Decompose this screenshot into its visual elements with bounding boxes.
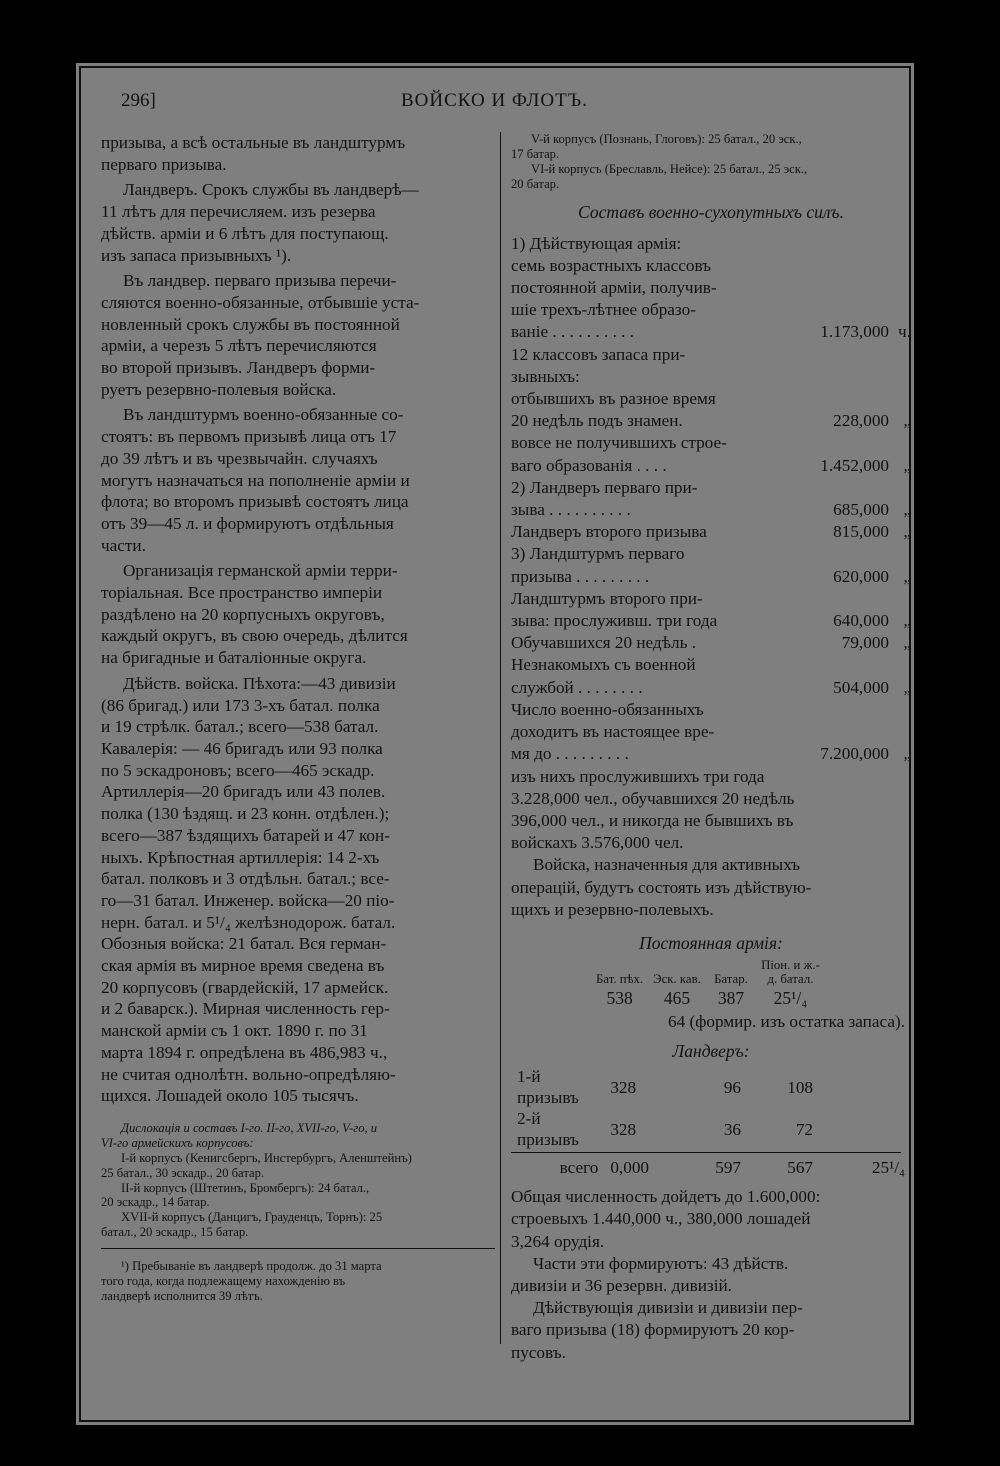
- strength-unit: ч.: [898, 322, 911, 342]
- landwehr-title: Ландверъ:: [672, 1041, 750, 1062]
- paragraph-landwehr: Ландверъ. Срокъ службы въ ландверѣ— 11 лѣтъ для перечисляем. изъ резерва дѣйств. арміи и 6 лѣтъ для поступающ. изъ запаса призывныхъ ¹).: [101, 180, 419, 265]
- strength-note: изъ нихъ прослужившихъ три года 3.228,000 чел., обучавшихся 20 недѣль 396,000 чел., и никогда не бывшихъ въ войскахъ 3.576,000 чел.: [511, 766, 795, 853]
- closing-paragraph: Дѣйствующія дивизіи и дивизіи пер- ваго призыва (18) формируютъ 20 кор- пусовъ.: [511, 1298, 803, 1362]
- permanent-army-title: Постоянная армія:: [639, 932, 783, 953]
- section-title: Составъ военно-сухопутныхъ силъ.: [578, 201, 844, 222]
- paragraph-active-troops: Дѣйств. войска. Пѣхота:—43 дивизіи (86 бригад.) или 173 3-хъ батал. полка и 19 стрѣлк. батал.; всего—538 батал. Кавалерія: — 46 бригадъ или 93 полка по 5 эскадроновъ; всего—465 эскадр. Артиллерія—20 бригадъ или 43 полев. полка (130 ѣздящ. и 23 конн. отдѣлен.); всего—387 ѣздящихъ батарей и 47 кон- ныхъ. Крѣпостная артиллерія: 14 2-хъ батал. полковъ и 3 отдѣльн. батал.; все- го—31 батал. Инженер. войска—20 піо- нерн. батал. и 5¹/₄ желѣзнодорож. батал. Обозныя войска: 21 батал. Вся герман- ская армія въ мирное время сведена въ 20 корпусовъ (гвардейскій, 17 армейск. и 2 баварск.). Мирная численность гер- манской арміи съ 1 окт. 1890 г. по 31 марта 1894 г. опредѣлена въ 486,983 ч., не считая однолѣтн. вольно-опредѣляю- щихся. Лошадей около 105 тысячъ.: [101, 673, 396, 1106]
- permanent-army-table: [591, 958, 825, 1011]
- table-cell: 25¹/₄: [773, 987, 808, 1008]
- closing-paragraph: Части эти формируютъ: 43 дѣйств. дивизіи и 36 резервн. дивизій.: [511, 1253, 789, 1295]
- strength-row: [511, 543, 911, 587]
- strength-label: 3) Ландштурмъ перваго призыва . . . . . . . . .: [511, 544, 685, 586]
- table-cell: 0,000: [610, 1158, 649, 1178]
- page-number: 296]: [121, 90, 156, 111]
- dislocation-heading: Дислокація и составъ I-го. II-го, XVII-го, V-го, и VI-го армейскихъ корпусовъ:: [101, 1120, 378, 1150]
- table-cell: 597: [715, 1158, 741, 1178]
- page-frame: [79, 66, 911, 1422]
- column-divider: [500, 132, 501, 1344]
- permanent-army-note: 64 (формир. изъ остатка запаса).: [668, 1011, 905, 1031]
- table-cell: 567: [787, 1158, 813, 1178]
- corps-entry: I-й корпусъ (Кенигсбергъ, Инстербургъ, Аленштейнъ) 25 батал., 30 эскадр., 20 батар.: [101, 1150, 412, 1180]
- paragraph: Въ ландвер. перваго призыва перечи- сляются военно-обязанные, отбывшіе уста- новленный срокъ службы въ постоянной арміи, а черезъ 5 лѣтъ перечисляются во второй призывъ. Ландверъ форми- руетъ резервно-полевыя войска.: [101, 271, 420, 399]
- strength-unit: „: [903, 633, 911, 653]
- footnote-rule: [101, 1248, 495, 1249]
- strength-label: Незнакомыхъ съ военной службой . . . . . . . .: [511, 655, 696, 697]
- strength-row: [511, 432, 911, 476]
- strength-value: 79,000: [841, 633, 889, 653]
- strength-label: Обучавшихся 20 недѣль .: [511, 633, 697, 653]
- table-cell: 465: [663, 987, 691, 1008]
- strength-row: [511, 344, 911, 433]
- left-column: [101, 132, 495, 1304]
- strength-value: 815,000: [833, 522, 889, 542]
- table-cell: 387: [717, 987, 745, 1008]
- strength-value: 640,000: [833, 611, 889, 631]
- table-cell: [819, 1108, 911, 1150]
- strength-value: 504,000: [833, 677, 889, 697]
- corps-entry: VI-й корпусъ (Бреславль, Нейсе): 25 батал., 25 эск., 20 батар.: [511, 161, 808, 191]
- right-column: [511, 132, 911, 1364]
- table-cell: 328: [610, 1119, 637, 1139]
- column-header: Бат. пѣх.: [596, 971, 644, 986]
- table-cell: 328: [610, 1077, 637, 1097]
- strength-unit: „: [903, 411, 911, 431]
- strength-row: [511, 233, 911, 344]
- strength-unit: „: [903, 677, 911, 697]
- total-row: [511, 1157, 911, 1178]
- strength-row: [511, 699, 911, 766]
- corps-entry: V-й корпусъ (Познань, Глоговъ): 25 батал., 20 эск., 17 батар.: [511, 132, 802, 161]
- footnote: ¹) Пребываніе въ ландверѣ продолж. до 31 марта того года, когда подлежащему нахожденію въ ландверѣ исполнится 39 лѣтъ.: [101, 1259, 382, 1304]
- strength-unit: „: [903, 455, 911, 475]
- strength-row: [511, 521, 911, 543]
- strength-row: [511, 588, 911, 632]
- strength-unit: „: [903, 566, 911, 586]
- table-cell: 538: [606, 987, 633, 1008]
- landwehr-table: [511, 1066, 911, 1178]
- strength-unit: „: [903, 500, 911, 520]
- strength-list: [511, 233, 911, 766]
- strength-unit: „: [903, 611, 911, 631]
- strength-label: Ландверъ второго призыва: [511, 522, 707, 542]
- table-cell: 25¹/₄: [871, 1158, 905, 1178]
- strength-label: вовсе не получившихъ строе- ваго образованія . . . .: [511, 433, 727, 475]
- strength-value: 228,000: [833, 411, 889, 431]
- strength-value: 1.452,000: [820, 455, 889, 475]
- corps-entry: XVII-й корпусъ (Данцигъ, Грауденцъ, Торнъ): 25 батал., 20 эскадр., 15 батар.: [101, 1210, 383, 1240]
- table-cell: 108: [787, 1077, 813, 1097]
- strength-label: 1) Дѣйствующая армія: семь возрастныхъ классовъ постоянной арміи, получив- шіе трехъ-лѣтнее образо- ваніе . . . . . . . . . .: [511, 233, 717, 342]
- corps-entry: II-й корпусъ (Штетинъ, Бромбергъ): 24 батал., 20 эскадр., 14 батар.: [101, 1180, 370, 1210]
- table-cell: 2-й призывъ: [517, 1109, 579, 1150]
- book-page: [76, 63, 914, 1425]
- strength-label: 12 классовъ запаса при- зывныхъ: отбывшихъ въ разное время 20 недѣль подъ знамен.: [511, 344, 716, 431]
- table-cell: [819, 1066, 911, 1108]
- strength-unit: „: [903, 744, 911, 764]
- paragraph-landsturm: Въ ландштурмъ военно-обязанные со- стоятъ: въ первомъ призывѣ лица отъ 17 до 39 лѣтъ и въ чрезвычайн. случаяхъ могутъ назначаться на пополненіе арміи и флота; во второмъ призывѣ состоятъ лица отъ 39—45 л. и формируютъ отдѣльныя части.: [101, 405, 410, 555]
- total-rule: [511, 1152, 901, 1153]
- table-cell: 96: [723, 1077, 741, 1097]
- column-header: Батар.: [714, 971, 748, 986]
- table-cell: 36: [723, 1119, 741, 1139]
- table-cell: 72: [795, 1119, 813, 1139]
- table-cell: 1-й призывъ: [517, 1067, 579, 1108]
- strength-unit: „: [903, 522, 911, 542]
- strength-label: 2) Ландверъ перваго при- зыва . . . . . . . . . .: [511, 477, 698, 520]
- active-operations: Войска, назначенныя для активныхъ операцій, будутъ состоять изъ дѣйствую- щихъ и резервно-полевыхъ.: [511, 855, 812, 919]
- paragraph: призыва, а всѣ остальные въ ландштурмъ перваго призыва.: [101, 133, 406, 174]
- strength-row: [511, 632, 911, 654]
- strength-label: Ландштурмъ второго при- зыва: прослуживш. три года: [511, 588, 718, 631]
- strength-row: [511, 654, 911, 698]
- table-row: [511, 1066, 911, 1108]
- strength-value: 7.200,000: [820, 744, 889, 764]
- column-header: Эск. кав.: [653, 971, 701, 986]
- strength-value: 620,000: [833, 566, 889, 586]
- table-row: [511, 1108, 911, 1150]
- closing-paragraph: Общая численность дойдетъ до 1.600,000: строевыхъ 1.440,000 ч., 380,000 лошадей 3,264 орудія.: [511, 1187, 821, 1251]
- table-cell: всего: [559, 1158, 599, 1178]
- strength-value: 685,000: [833, 500, 889, 520]
- strength-value: 1.173,000: [820, 322, 889, 342]
- column-header: Піон. и ж.- д. батал.: [761, 957, 820, 986]
- paragraph: Организація германской арміи терри- торіальная. Все пространство имперіи раздѣлено на 20 корпусныхъ округовъ, каждый округъ, въ свою очередь, дѣлится на бригадные и баталіонные округа.: [101, 561, 408, 668]
- page-title: ВОЙСКО И ФЛОТЪ.: [401, 90, 588, 111]
- strength-row: [511, 477, 911, 521]
- strength-label: Число военно-обязанныхъ доходитъ въ настоящее вре- мя до . . . . . . . . .: [511, 699, 715, 764]
